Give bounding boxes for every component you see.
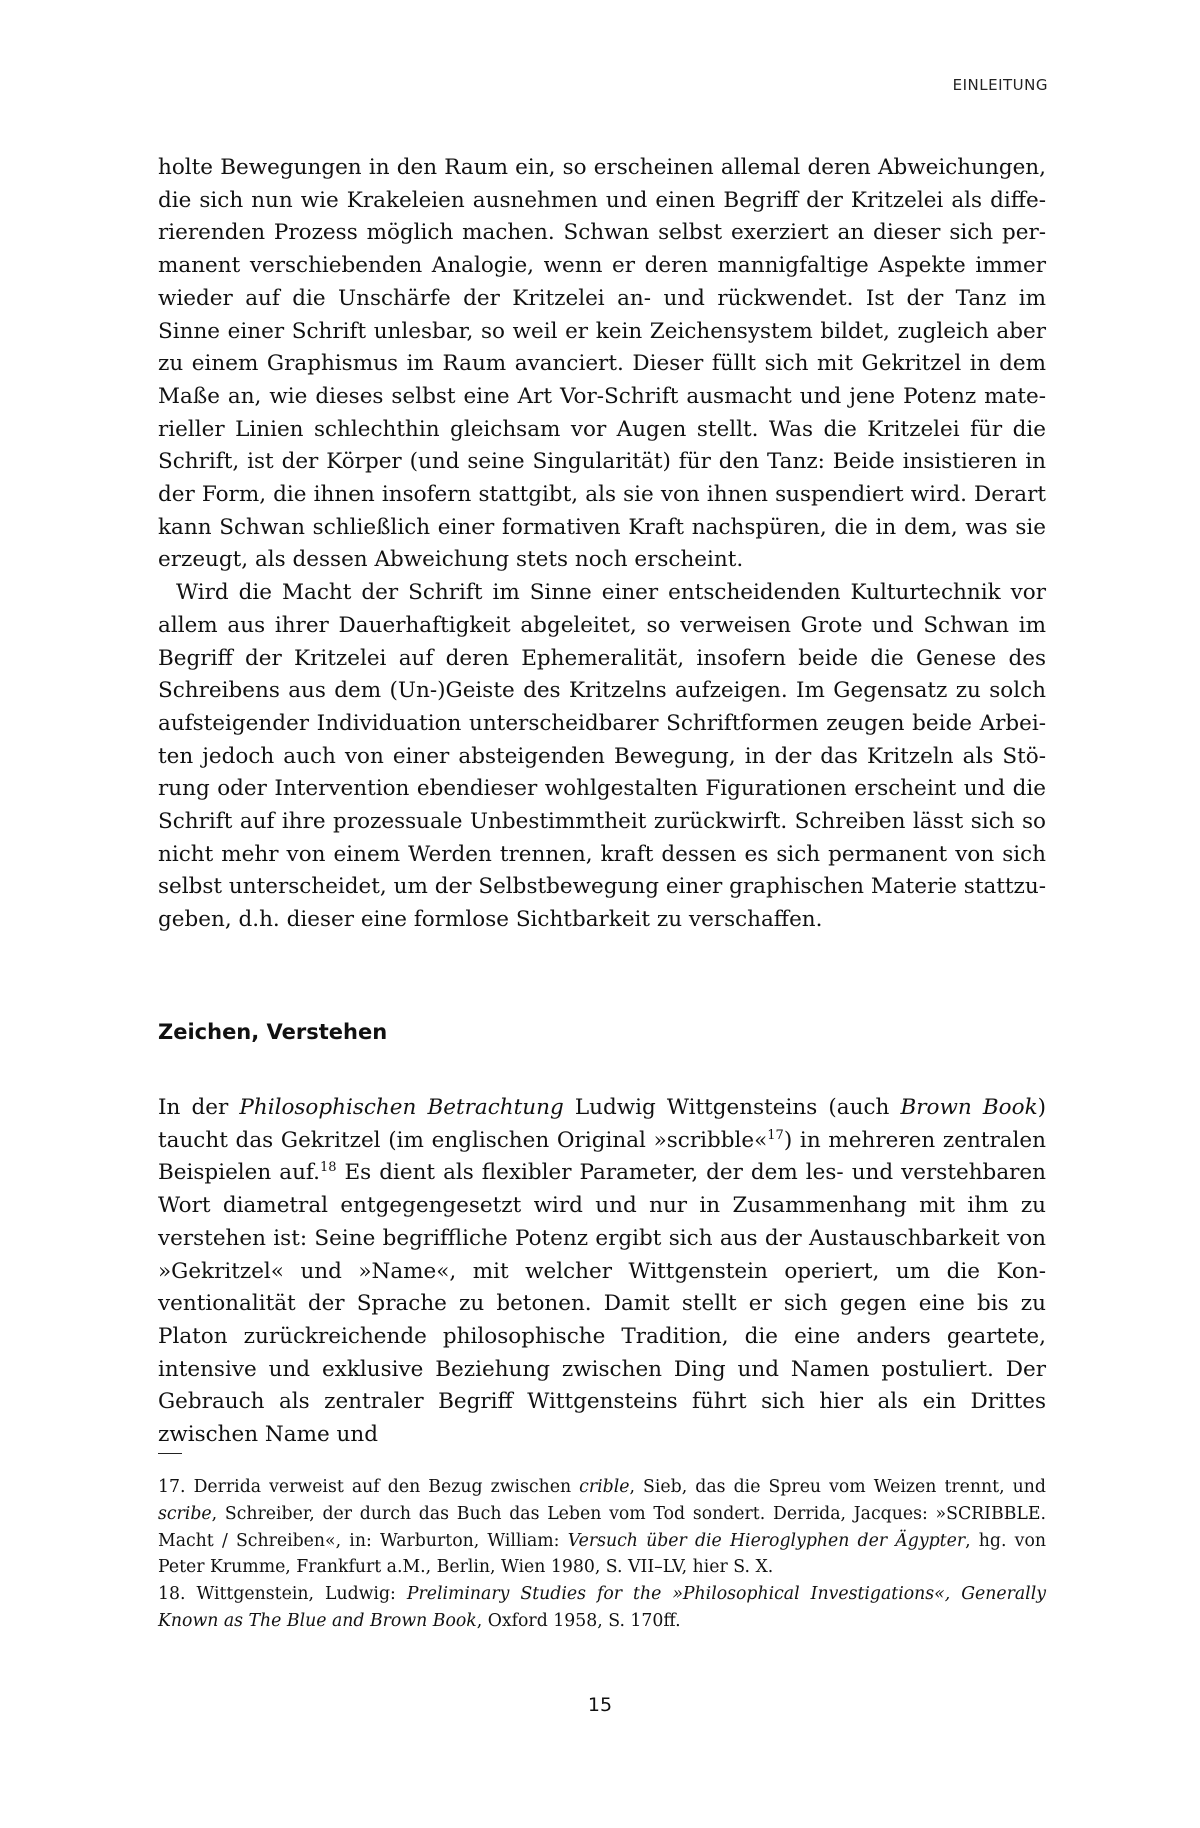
footnote-18: 18. Wittgenstein, Ludwig: Preliminary Studies for the »Philosophical Investigations«, Generally Known as The Blue and Brown Book, Oxford 1958, S. 170ff. bbox=[158, 1584, 1046, 1631]
footnote-separator bbox=[158, 1453, 182, 1454]
page-number: 15 bbox=[587, 1694, 613, 1716]
section-heading: Zeichen, Verstehen bbox=[158, 1020, 388, 1044]
footnotes bbox=[158, 1474, 1046, 1635]
footnote-17: 17. Derrida verweist auf den Bezug zwischen crible, Sieb, das die Spreu vom Weizen trennt, und scribe, Schreiber, der durch das Buch das Leben vom Tod sondert. Derrida, Jacques: »SCRIBBLE. Macht / Schreiben«, in: Warburton, William: Versuch über die Hieroglyphen der Ägypter, hg. von Peter Krumme, Frankfurt a.M., Berlin, Wien 1980, S. VII–LV, hier S. X. bbox=[158, 1477, 1046, 1578]
footnote-ref-17[interactable]: 17 bbox=[767, 1127, 784, 1143]
emphasis: Philosophischen Betrachtung bbox=[239, 1095, 564, 1120]
emphasis: crible bbox=[579, 1477, 630, 1497]
paragraph: Wird die Macht der Schrift im Sinne einer entscheidenden Kulturtechnik vor allem aus ihrer Dauerhaftigkeit abgeleitet, so verweisen Grote und Schwan im Begriff der Kritzelei auf deren Ephemeralität, insofern beide die Genese des Schreibens aus dem (Un-)Geiste des Kritzelns aufzeigen. Im Gegensatz zu solch aufsteigender Individuation unterscheidbarer Schriftformen zeugen beide Arbeiten jedoch auch von einer absteigenden Bewegung, in der das Kritzeln als Störung oder Intervention ebendieser wohlgestalten Figurationen erscheint und die Schrift auf ihre prozessuale Unbestimmtheit zurückwirft. Schreiben lässt sich so nicht mehr von einem Werden trennen, kraft dessen es sich permanent von sich selbst unterscheidet, um der Selbstbewegung einer graphischen Materie stattzugeben, d.h. dieser eine formlose Sichtbarkeit zu verschaffen. bbox=[158, 580, 1046, 933]
emphasis: Versuch über die Hieroglyphen der Ägypter bbox=[567, 1530, 966, 1551]
emphasis: scribe bbox=[158, 1503, 212, 1524]
text-block-lower bbox=[158, 1092, 1046, 1452]
text-block-upper bbox=[158, 152, 1046, 937]
footnote-ref-18[interactable]: 18 bbox=[319, 1160, 337, 1176]
paragraph: holte Bewegungen in den Raum ein, so erscheinen allemal deren Abweichungen, die sich nun wie Krakeleien ausnehmen und einen Begriff der Kritzelei als differierenden Prozess möglich machen. Schwan selbst exerziert an dieser sich permanent verschiebenden Analogie, wenn er deren mannigfaltige Aspekte immer wieder auf die Unschärfe der Kritzelei an- und rückwendet. Ist der Tanz im Sinne einer Schrift unlesbar, so weil er kein Zeichensystem bildet, zugleich aber zu einem Graphismus im Raum avanciert. Dieser füllt sich mit Gekritzel in dem Maße an, wie dieses selbst eine Art Vor-Schrift ausmacht und jene Potenz materieller Linien schlechthin gleichsam vor Augen stellt. Was die Kritzelei für die Schrift, ist der Körper (und seine Singularität) für den Tanz: Beide insistieren in der Form, die ihnen insofern stattgibt, als sie von ihnen suspendiert wird. Derart kann Schwan schließlich einer formativen Kraft nachspüren, die in dem, was sie erzeugt, als dessen Abweichung stets noch erscheint. bbox=[158, 155, 1046, 573]
paragraph: In der Philosophischen Betrachtung Ludwig Wittgensteins (auch Brown Book) taucht das Gekritzel (im englischen Original »scribble«$^{17}$) in mehreren zentralen Beispielen auf.$^{18}$ Es dient als flexibler Parameter, der dem les- und verstehbaren Wort diametral entgegengesetzt wird und nur in Zusammenhang mit ihm zu verstehen ist: Seine begriffliche Potenz ergibt sich aus der Austauschbarkeit von »Gekritzel« und »Name«, mit welcher Wittgenstein operiert, um die Konventionalität der Sprache zu betonen. Damit stellt er sich gegen eine bis zu Platon zurückreichende philosophische Tradition, die eine anders geartete, intensive und exklusive Beziehung zwischen Ding und Namen postuliert. Der Gebrauch als zentraler Begriff Wittgensteins führt sich hier als ein Drittes zwischen Name und bbox=[158, 1095, 1046, 1448]
emphasis: Brown Book bbox=[900, 1095, 1038, 1120]
running-head: EINLEITUNG bbox=[952, 76, 1048, 94]
emphasis: Preliminary Studies for the »Philosophical Investigations«, Generally Known as The Blue and Brown Book bbox=[158, 1584, 1046, 1631]
